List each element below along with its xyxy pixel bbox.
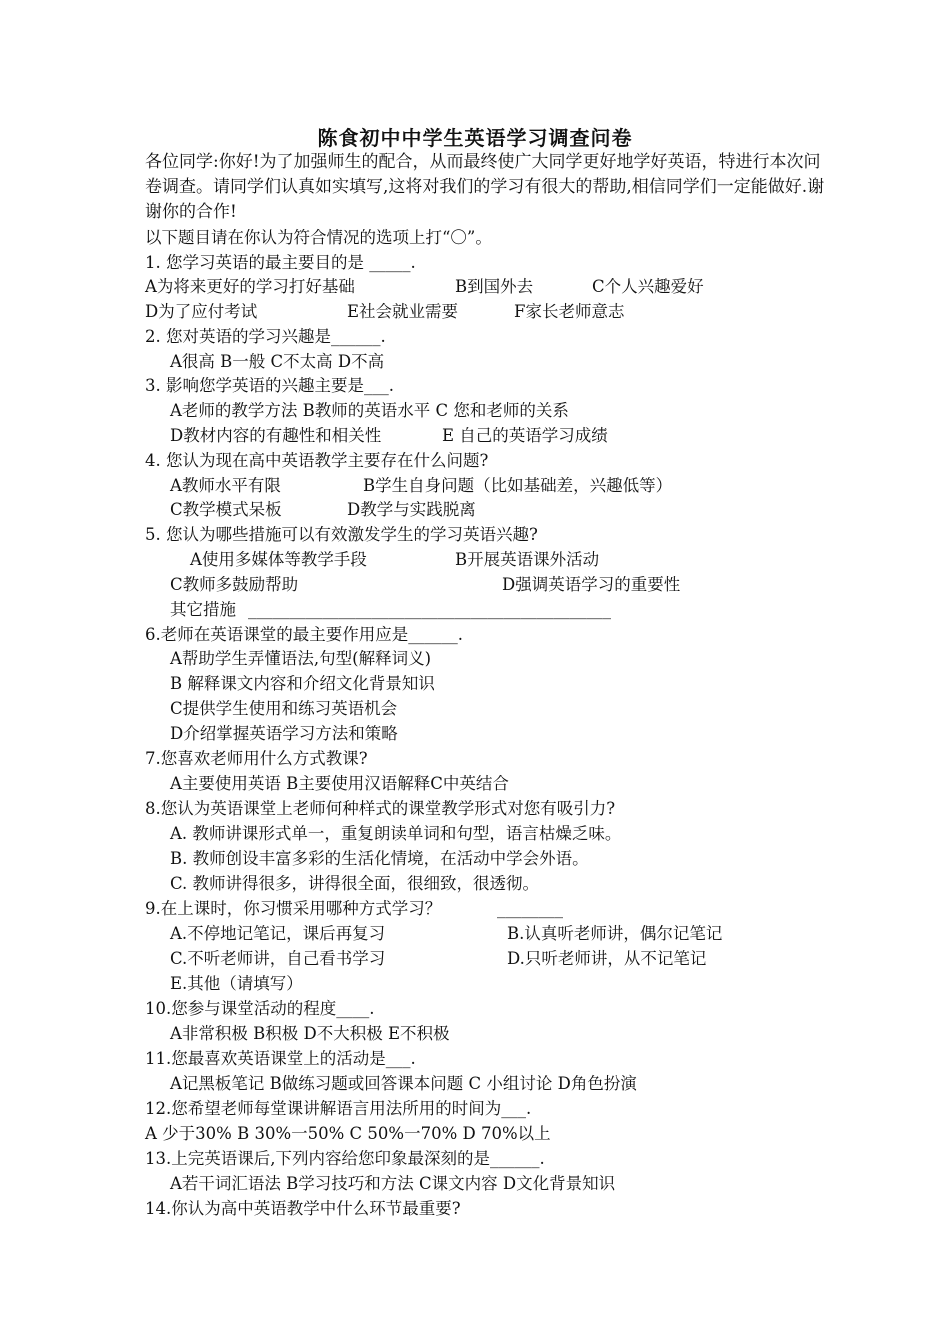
- q1-option-b: B到国外去: [455, 277, 534, 296]
- q14-stem: 14.你认为高中英语教学中什么环节最重要?: [145, 1199, 461, 1218]
- intro-paragraph: 各位同学:你好!为了加强师生的配合，从而最终使广大同学更好地学好英语，特进行本次问卷调查。请同学们认真如实填写,这将对我们的学习有很大的帮助,相信同学们一定能做好.谢谢你的合作!: [145, 152, 825, 222]
- q6-option-b: B 解释课文内容和介绍文化背景知识: [170, 674, 435, 693]
- q13-stem: 13.上完英语课后,下列内容给您印象最深刻的是______.: [145, 1149, 545, 1168]
- q9-answer-blank[interactable]: ________: [497, 899, 563, 918]
- q4-option-d: D教学与实践脱离: [347, 500, 476, 519]
- q1-option-c: C个人兴趣爱好: [592, 277, 704, 296]
- q3-option-d: D教材内容的有趣性和相关性: [170, 426, 382, 445]
- q6-stem: 6.老师在英语课堂的最主要作用应是______.: [145, 625, 463, 644]
- q8-option-c: C. 教师讲得很多，讲得很全面，很细致，很透彻。: [170, 874, 540, 893]
- q4-option-c: C教学模式呆板: [170, 500, 282, 519]
- q12-options: A 少于30% B 30%一50% C 50%一70% D 70%以上: [145, 1124, 551, 1143]
- q2-stem: 2. 您对英语的学习兴趣是______.: [145, 327, 386, 346]
- q1-option-d: D为了应付考试: [145, 302, 258, 321]
- q3-stem: 3. 影响您学英语的兴趣主要是___.: [145, 376, 394, 395]
- q5-stem: 5. 您认为哪些措施可以有效激发学生的学习英语兴趣?: [145, 525, 538, 544]
- q9-option-d: D.只听老师讲，从不记笔记: [507, 949, 707, 968]
- q8-stem: 8.您认为英语课堂上老师何种样式的课堂教学形式对您有吸引力?: [145, 799, 616, 818]
- q1-option-a: A为将来更好的学习打好基础: [145, 277, 355, 296]
- q8-option-b: B. 教师创设丰富多彩的生活化情境，在活动中学会外语。: [170, 849, 589, 868]
- q9-stem: 9.在上课时，你习惯采用哪种方式学习？: [145, 899, 442, 918]
- q12-stem: 12.您希望老师每堂课讲解语言用法所用的时间为___.: [145, 1099, 532, 1118]
- q4-stem: 4. 您认为现在高中英语教学主要存在什么问题?: [145, 451, 489, 470]
- q6-option-d: D介绍掌握英语学习方法和策略: [170, 724, 398, 743]
- q7-stem: 7.您喜欢老师用什么方式教课?: [145, 749, 368, 768]
- q6-option-a: A帮助学生弄懂语法,句型(解释词义): [170, 649, 432, 668]
- q4-option-a: A教师水平有限: [170, 476, 281, 495]
- q3-option-e: E 自己的英语学习成绩: [442, 426, 608, 445]
- q6-option-c: C提供学生使用和练习英语机会: [170, 699, 398, 718]
- q7-options: A主要使用英语 B主要使用汉语解释C中英结合: [170, 774, 509, 793]
- q10-stem: 10.您参与课堂活动的程度____.: [145, 999, 375, 1018]
- q1-option-f: F家长老师意志: [514, 302, 625, 321]
- q5-other-label: 其它措施: [170, 600, 236, 619]
- document-title: 陈食初中中学生英语学习调查问卷: [317, 126, 633, 150]
- q2-options: A很高 B一般 C不太高 D不高: [170, 352, 385, 371]
- q5-option-a: A使用多媒体等教学手段: [190, 550, 367, 569]
- q11-options: A记黑板笔记 B做练习题或回答课本问题 C 小组讨论 D角色扮演: [170, 1074, 637, 1093]
- q3-options-line1: A老师的教学方法 B教师的英语水平 C 您和老师的关系: [170, 401, 569, 420]
- q10-options: A非常积极 B积极 D不大积极 E不积极: [170, 1024, 450, 1043]
- q9-option-b: B.认真听老师讲，偶尔记笔记: [507, 924, 723, 943]
- q5-other-blank[interactable]: ____________________________________________: [248, 600, 611, 619]
- q1-stem: 1. 您学习英语的最主要目的是 _____.: [145, 253, 416, 272]
- q5-option-c: C教师多鼓励帮助: [170, 575, 299, 594]
- q1-option-e: E社会就业需要: [347, 302, 459, 321]
- q9-option-c: C.不听老师讲，自己看书学习: [170, 949, 386, 968]
- q5-option-b: B开展英语课外活动: [455, 550, 600, 569]
- q11-stem: 11.您最喜欢英语课堂上的活动是___.: [145, 1049, 416, 1068]
- instruction-line: 以下题目请在你认为符合情况的选项上打“〇”。: [145, 228, 492, 247]
- q5-option-d: D强调英语学习的重要性: [502, 575, 681, 594]
- q8-option-a: A. 教师讲课形式单一，重复朗读单词和句型，语言枯燥乏味。: [170, 824, 622, 843]
- q13-options: A若干词汇语法 B学习技巧和方法 C课文内容 D文化背景知识: [170, 1174, 616, 1193]
- q4-option-b: B学生自身问题（比如基础差，兴趣低等）: [363, 476, 673, 495]
- q9-option-e: E.其他（请填写）: [170, 974, 303, 993]
- q9-option-a: A.不停地记笔记，课后再复习: [170, 924, 386, 943]
